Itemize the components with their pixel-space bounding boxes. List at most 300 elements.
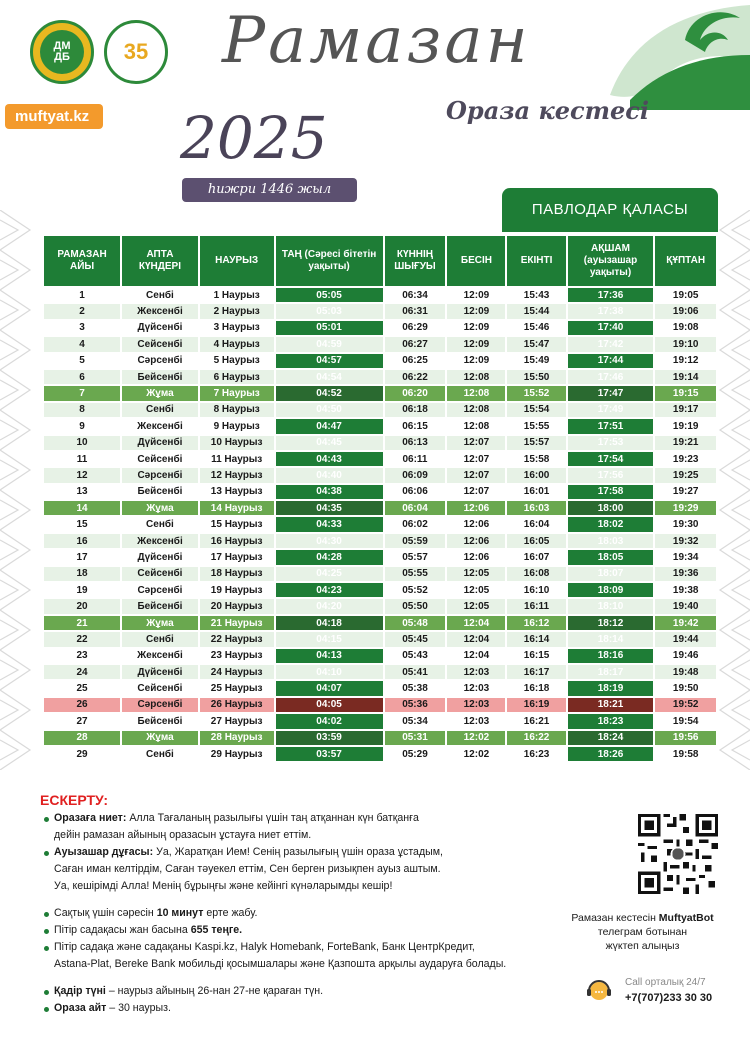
niyet-label: Оразаға ниет: xyxy=(54,812,127,824)
maghrib-cell: 18:07 xyxy=(568,567,654,581)
dhuhr-cell: 12:08 xyxy=(447,386,505,400)
weekday-cell: Бейсенбі xyxy=(122,370,198,384)
header-ramadan-day: РАМАЗАН АЙЫ xyxy=(44,236,120,286)
maghrib-cell: 18:00 xyxy=(568,501,654,515)
sunrise-cell: 05:57 xyxy=(385,550,446,564)
sunrise-cell: 05:52 xyxy=(385,583,446,597)
dua-note-cont xyxy=(42,861,562,878)
fajr-cell: 05:05 xyxy=(276,288,383,302)
table-row xyxy=(44,714,716,728)
city-label: ПАВЛОДАР ҚАЛАСЫ xyxy=(502,188,718,232)
maghrib-cell: 18:26 xyxy=(568,747,654,761)
page-subtitle: Ораза кестесі xyxy=(446,96,649,125)
weekday-cell: Сенбі xyxy=(122,517,198,531)
asr-cell: 16:23 xyxy=(507,747,565,761)
dhuhr-cell: 12:09 xyxy=(447,288,505,302)
date-cell: 8 Наурыз xyxy=(200,403,274,417)
date-cell: 27 Наурыз xyxy=(200,714,274,728)
sunrise-cell: 05:29 xyxy=(385,747,446,761)
maghrib-cell: 18:23 xyxy=(568,714,654,728)
dua-note-cont2 xyxy=(42,878,562,895)
sunrise-cell: 06:34 xyxy=(385,288,446,302)
table-row xyxy=(44,599,716,613)
table-row xyxy=(44,517,716,531)
weekday-cell: Сейсенбі xyxy=(122,681,198,695)
weekday-cell: Бейсенбі xyxy=(122,485,198,499)
maghrib-cell: 18:14 xyxy=(568,632,654,646)
maghrib-cell: 18:03 xyxy=(568,534,654,548)
day-cell: 2 xyxy=(44,304,120,318)
asr-cell: 16:03 xyxy=(507,501,565,515)
isha-cell: 19:05 xyxy=(655,288,716,302)
date-cell: 5 Наурыз xyxy=(200,354,274,368)
day-cell: 9 xyxy=(44,419,120,433)
table-row xyxy=(44,304,716,318)
isha-cell: 19:27 xyxy=(655,485,716,499)
weekday-cell: Жексенбі xyxy=(122,534,198,548)
sunrise-cell: 05:50 xyxy=(385,599,446,613)
maghrib-cell: 17:58 xyxy=(568,485,654,499)
anniversary-logo-text: 35 xyxy=(123,39,149,64)
sunrise-cell: 06:02 xyxy=(385,517,446,531)
sunrise-cell: 05:34 xyxy=(385,714,446,728)
table-row xyxy=(44,288,716,302)
site-badge[interactable]: muftyat.kz xyxy=(5,104,103,129)
dhuhr-cell: 12:08 xyxy=(447,370,505,384)
weekday-cell: Сәрсенбі xyxy=(122,468,198,482)
asr-cell: 16:10 xyxy=(507,583,565,597)
maghrib-cell: 17:40 xyxy=(568,321,654,335)
day-cell: 24 xyxy=(44,665,120,679)
fajr-cell: 04:23 xyxy=(276,583,383,597)
weekday-cell: Сәрсенбі xyxy=(122,354,198,368)
maghrib-cell: 17:46 xyxy=(568,370,654,384)
isha-cell: 19:25 xyxy=(655,468,716,482)
isha-cell: 19:42 xyxy=(655,616,716,630)
sunrise-cell: 05:59 xyxy=(385,534,446,548)
sunrise-cell: 06:20 xyxy=(385,386,446,400)
maghrib-cell: 17:36 xyxy=(568,288,654,302)
sahur-pre: Сақтық үшін сәресін xyxy=(54,907,157,919)
weekday-cell: Жексенбі xyxy=(122,649,198,663)
header-fajr: ТАҢ (Сәресі бітетін уақыты) xyxy=(276,236,383,286)
isha-cell: 19:46 xyxy=(655,649,716,663)
weekday-cell: Жұма xyxy=(122,501,198,515)
table-row xyxy=(44,567,716,581)
fitr-pre: Пітір садақасы жан басына xyxy=(54,924,191,936)
day-cell: 25 xyxy=(44,681,120,695)
date-cell: 19 Наурыз xyxy=(200,583,274,597)
sunrise-cell: 06:06 xyxy=(385,485,446,499)
bot-line1-pre: Рамазан кестесін xyxy=(571,912,659,924)
table-row xyxy=(44,403,716,417)
dhuhr-cell: 12:07 xyxy=(447,485,505,499)
isha-cell: 19:10 xyxy=(655,337,716,351)
asr-cell: 16:15 xyxy=(507,649,565,663)
niyet-text-2: дейін рамазан айының оразасын ұстауға ниет еттім. xyxy=(54,829,312,841)
day-cell: 14 xyxy=(44,501,120,515)
date-cell: 12 Наурыз xyxy=(200,468,274,482)
dhuhr-cell: 12:03 xyxy=(447,665,505,679)
fajr-cell: 04:30 xyxy=(276,534,383,548)
dmdb-logo xyxy=(30,20,94,84)
day-cell: 15 xyxy=(44,517,120,531)
leaf-ornament-icon xyxy=(590,0,750,110)
fajr-cell: 04:57 xyxy=(276,354,383,368)
weekday-cell: Сейсенбі xyxy=(122,567,198,581)
table-row xyxy=(44,632,716,646)
call-center-label: Call орталық 24/7 xyxy=(625,977,706,988)
dua-text-3: Уа, кешірімді Алла! Менің бұрыңғы және кейінгі күнәларымды кешір! xyxy=(54,880,393,892)
weekday-cell: Бейсенбі xyxy=(122,599,198,613)
table-row xyxy=(44,550,716,564)
weekday-cell: Бейсенбі xyxy=(122,714,198,728)
table-row xyxy=(44,370,716,384)
fajr-cell: 04:52 xyxy=(276,386,383,400)
date-cell: 13 Наурыз xyxy=(200,485,274,499)
table-row xyxy=(44,747,716,761)
fajr-cell: 04:28 xyxy=(276,550,383,564)
asr-cell: 16:18 xyxy=(507,681,565,695)
table-row xyxy=(44,665,716,679)
date-cell: 4 Наурыз xyxy=(200,337,274,351)
isha-cell: 19:56 xyxy=(655,731,716,745)
header-isha: ҚҰПТАН xyxy=(655,236,716,286)
dhuhr-cell: 12:03 xyxy=(447,681,505,695)
asr-cell: 16:04 xyxy=(507,517,565,531)
sunrise-cell: 05:55 xyxy=(385,567,446,581)
dhuhr-cell: 12:04 xyxy=(447,649,505,663)
date-cell: 1 Наурыз xyxy=(200,288,274,302)
sunrise-cell: 06:22 xyxy=(385,370,446,384)
asr-cell: 16:08 xyxy=(507,567,565,581)
dhuhr-cell: 12:07 xyxy=(447,468,505,482)
fajr-cell: 04:43 xyxy=(276,452,383,466)
fajr-cell: 04:18 xyxy=(276,616,383,630)
schedule-body xyxy=(44,288,716,761)
header-asr: ЕКІНТІ xyxy=(507,236,565,286)
maghrib-cell: 17:51 xyxy=(568,419,654,433)
table-row xyxy=(44,419,716,433)
asr-cell: 15:50 xyxy=(507,370,565,384)
fajr-cell: 03:59 xyxy=(276,731,383,745)
date-cell: 14 Наурыз xyxy=(200,501,274,515)
sunrise-cell: 05:31 xyxy=(385,731,446,745)
table-row xyxy=(44,501,716,515)
schedule-table xyxy=(42,234,718,763)
table-row xyxy=(44,436,716,450)
asr-cell: 15:49 xyxy=(507,354,565,368)
sunrise-cell: 06:09 xyxy=(385,468,446,482)
fitr-bold: 655 теңге. xyxy=(190,924,243,936)
fajr-cell: 03:57 xyxy=(276,747,383,761)
weekday-cell: Дүйсенбі xyxy=(122,550,198,564)
sunrise-cell: 05:38 xyxy=(385,681,446,695)
qadr-note xyxy=(42,983,562,1000)
fajr-cell: 04:40 xyxy=(276,468,383,482)
isha-cell: 19:19 xyxy=(655,419,716,433)
dhuhr-cell: 12:06 xyxy=(447,501,505,515)
table-row xyxy=(44,321,716,335)
sunrise-cell: 05:48 xyxy=(385,616,446,630)
sunrise-cell: 06:18 xyxy=(385,403,446,417)
date-cell: 10 Наурыз xyxy=(200,436,274,450)
call-center-phone[interactable]: +7(707)233 30 30 xyxy=(625,992,713,1004)
table-row xyxy=(44,468,716,482)
payment-note xyxy=(42,939,562,956)
day-cell: 22 xyxy=(44,632,120,646)
isha-cell: 19:34 xyxy=(655,550,716,564)
weekday-cell: Сейсенбі xyxy=(122,452,198,466)
fajr-cell: 04:47 xyxy=(276,419,383,433)
dhuhr-cell: 12:09 xyxy=(447,321,505,335)
dua-note xyxy=(42,844,562,861)
weekday-cell: Дүйсенбі xyxy=(122,436,198,450)
weekday-cell: Дүйсенбі xyxy=(122,321,198,335)
ait-label: Ораза айт xyxy=(54,1002,107,1014)
dhuhr-cell: 12:09 xyxy=(447,354,505,368)
date-cell: 16 Наурыз xyxy=(200,534,274,548)
day-cell: 8 xyxy=(44,403,120,417)
fajr-cell: 05:03 xyxy=(276,304,383,318)
asr-cell: 15:55 xyxy=(507,419,565,433)
weekday-cell: Жұма xyxy=(122,386,198,400)
payment-note-cont xyxy=(42,956,562,973)
maghrib-cell: 17:44 xyxy=(568,354,654,368)
sahur-note xyxy=(42,905,562,922)
fajr-cell: 04:54 xyxy=(276,370,383,384)
table-row xyxy=(44,681,716,695)
maghrib-cell: 18:19 xyxy=(568,681,654,695)
day-cell: 4 xyxy=(44,337,120,351)
notes-list xyxy=(42,810,562,1017)
weekday-cell: Сәрсенбі xyxy=(122,698,198,712)
bot-name[interactable]: MuftyatBot xyxy=(658,912,714,924)
dhuhr-cell: 12:02 xyxy=(447,747,505,761)
sahur-bold: 10 минут xyxy=(156,907,204,919)
asr-cell: 15:52 xyxy=(507,386,565,400)
day-cell: 17 xyxy=(44,550,120,564)
day-cell: 19 xyxy=(44,583,120,597)
fajr-cell: 04:13 xyxy=(276,649,383,663)
date-cell: 3 Наурыз xyxy=(200,321,274,335)
weekday-cell: Жексенбі xyxy=(122,419,198,433)
weekday-cell: Жұма xyxy=(122,731,198,745)
asr-cell: 16:07 xyxy=(507,550,565,564)
ait-note xyxy=(42,1000,562,1017)
day-cell: 27 xyxy=(44,714,120,728)
anniversary-35-logo xyxy=(104,20,168,84)
year-label: 2025 xyxy=(180,104,328,172)
isha-cell: 19:15 xyxy=(655,386,716,400)
fajr-cell: 04:59 xyxy=(276,337,383,351)
dhuhr-cell: 12:04 xyxy=(447,632,505,646)
weekday-cell: Сенбі xyxy=(122,747,198,761)
maghrib-cell: 18:12 xyxy=(568,616,654,630)
asr-cell: 16:00 xyxy=(507,468,565,482)
day-cell: 21 xyxy=(44,616,120,630)
isha-cell: 19:12 xyxy=(655,354,716,368)
isha-cell: 19:32 xyxy=(655,534,716,548)
date-cell: 9 Наурыз xyxy=(200,419,274,433)
isha-cell: 19:48 xyxy=(655,665,716,679)
date-cell: 6 Наурыз xyxy=(200,370,274,384)
page-title: Рамазан xyxy=(222,4,531,78)
asr-cell: 16:05 xyxy=(507,534,565,548)
sunrise-cell: 06:27 xyxy=(385,337,446,351)
maghrib-cell: 18:21 xyxy=(568,698,654,712)
sunrise-cell: 06:25 xyxy=(385,354,446,368)
day-cell: 12 xyxy=(44,468,120,482)
sunrise-cell: 06:11 xyxy=(385,452,446,466)
table-row xyxy=(44,698,716,712)
date-cell: 2 Наурыз xyxy=(200,304,274,318)
table-row xyxy=(44,731,716,745)
maghrib-cell: 18:16 xyxy=(568,649,654,663)
fajr-cell: 04:38 xyxy=(276,485,383,499)
bot-line2: телеграм ботынан xyxy=(597,926,688,938)
header-date: НАУРЫЗ xyxy=(200,236,274,286)
isha-cell: 19:36 xyxy=(655,567,716,581)
dmdb-logo-text: ДМ ДБ xyxy=(40,30,84,74)
isha-cell: 19:06 xyxy=(655,304,716,318)
weekday-cell: Сәрсенбі xyxy=(122,583,198,597)
asr-cell: 16:14 xyxy=(507,632,565,646)
day-cell: 7 xyxy=(44,386,120,400)
table-row xyxy=(44,354,716,368)
table-row xyxy=(44,452,716,466)
asr-cell: 16:22 xyxy=(507,731,565,745)
table-row xyxy=(44,386,716,400)
maghrib-cell: 18:17 xyxy=(568,665,654,679)
sunrise-cell: 05:45 xyxy=(385,632,446,646)
sunrise-cell: 05:36 xyxy=(385,698,446,712)
weekday-cell: Сенбі xyxy=(122,632,198,646)
fajr-cell: 04:10 xyxy=(276,665,383,679)
date-cell: 20 Наурыз xyxy=(200,599,274,613)
isha-cell: 19:23 xyxy=(655,452,716,466)
fajr-cell: 04:07 xyxy=(276,681,383,695)
sunrise-cell: 06:31 xyxy=(385,304,446,318)
payment-text: Пітір садақа және садақаны Kaspi.kz, Halyk Homebank, ForteBank, Банк ЦентрКредит, xyxy=(54,941,475,953)
schedule-header-row xyxy=(44,236,716,286)
dhuhr-cell: 12:06 xyxy=(447,550,505,564)
weekday-cell: Сенбі xyxy=(122,288,198,302)
qr-code-icon[interactable] xyxy=(638,814,718,894)
fajr-cell: 04:33 xyxy=(276,517,383,531)
headset-icon xyxy=(584,975,614,1005)
fitr-note xyxy=(42,922,562,939)
maghrib-cell: 18:05 xyxy=(568,550,654,564)
dua-text-2: Саған иман келтірдім, Саған тәуекел еттім, Сен берген ризықпен ауыз аштым. xyxy=(54,863,441,875)
table-row xyxy=(44,616,716,630)
isha-cell: 19:40 xyxy=(655,599,716,613)
maghrib-cell: 18:24 xyxy=(568,731,654,745)
isha-cell: 19:54 xyxy=(655,714,716,728)
date-cell: 28 Наурыз xyxy=(200,731,274,745)
fajr-cell: 04:02 xyxy=(276,714,383,728)
asr-cell: 16:17 xyxy=(507,665,565,679)
date-cell: 29 Наурыз xyxy=(200,747,274,761)
table-row xyxy=(44,649,716,663)
dhuhr-cell: 12:09 xyxy=(447,337,505,351)
table-row xyxy=(44,534,716,548)
niyet-note xyxy=(42,810,562,827)
fajr-cell: 05:01 xyxy=(276,321,383,335)
dhuhr-cell: 12:07 xyxy=(447,452,505,466)
weekday-cell: Дүйсенбі xyxy=(122,665,198,679)
dhuhr-cell: 12:06 xyxy=(447,534,505,548)
date-cell: 22 Наурыз xyxy=(200,632,274,646)
day-cell: 29 xyxy=(44,747,120,761)
isha-cell: 19:29 xyxy=(655,501,716,515)
fajr-cell: 04:05 xyxy=(276,698,383,712)
asr-cell: 16:21 xyxy=(507,714,565,728)
weekday-cell: Жұма xyxy=(122,616,198,630)
maghrib-cell: 17:56 xyxy=(568,468,654,482)
maghrib-cell: 17:38 xyxy=(568,304,654,318)
date-cell: 25 Наурыз xyxy=(200,681,274,695)
payment-text-2: Astana-Plat, Bereke Bank мобильді қосымшалары және Қазпошта арқылы аударуға болады. xyxy=(54,958,507,970)
bot-line3: жүктеп алыңыз xyxy=(605,940,680,952)
logo-group xyxy=(30,20,168,84)
day-cell: 5 xyxy=(44,354,120,368)
isha-cell: 19:21 xyxy=(655,436,716,450)
isha-cell: 19:17 xyxy=(655,403,716,417)
date-cell: 7 Наурыз xyxy=(200,386,274,400)
day-cell: 26 xyxy=(44,698,120,712)
dhuhr-cell: 12:04 xyxy=(447,616,505,630)
date-cell: 24 Наурыз xyxy=(200,665,274,679)
header-weekday: АПТА КҮНДЕРІ xyxy=(122,236,198,286)
maghrib-cell: 17:42 xyxy=(568,337,654,351)
isha-cell: 19:14 xyxy=(655,370,716,384)
niyet-note-cont xyxy=(42,827,562,844)
date-cell: 18 Наурыз xyxy=(200,567,274,581)
maghrib-cell: 18:09 xyxy=(568,583,654,597)
weekday-cell: Сейсенбі xyxy=(122,337,198,351)
dhuhr-cell: 12:08 xyxy=(447,419,505,433)
day-cell: 13 xyxy=(44,485,120,499)
notes-title: ЕСКЕРТУ: xyxy=(40,792,109,808)
asr-cell: 16:19 xyxy=(507,698,565,712)
sunrise-cell: 06:15 xyxy=(385,419,446,433)
day-cell: 1 xyxy=(44,288,120,302)
fajr-cell: 04:15 xyxy=(276,632,383,646)
day-cell: 11 xyxy=(44,452,120,466)
left-ornament xyxy=(0,210,38,770)
asr-cell: 16:11 xyxy=(507,599,565,613)
sahur-post: ерте жабу. xyxy=(203,907,258,919)
asr-cell: 15:57 xyxy=(507,436,565,450)
qadr-label: Қадір түні xyxy=(54,985,106,997)
fajr-cell: 04:35 xyxy=(276,501,383,515)
table-row xyxy=(44,337,716,351)
asr-cell: 16:12 xyxy=(507,616,565,630)
dhuhr-cell: 12:07 xyxy=(447,436,505,450)
date-cell: 21 Наурыз xyxy=(200,616,274,630)
fajr-cell: 04:50 xyxy=(276,403,383,417)
date-cell: 23 Наурыз xyxy=(200,649,274,663)
day-cell: 20 xyxy=(44,599,120,613)
sunrise-cell: 06:29 xyxy=(385,321,446,335)
isha-cell: 19:50 xyxy=(655,681,716,695)
asr-cell: 15:43 xyxy=(507,288,565,302)
weekday-cell: Сенбі xyxy=(122,403,198,417)
dhuhr-cell: 12:09 xyxy=(447,304,505,318)
dua-text: Уа, Жаратқан Ием! Сенің разылығың үшін ораза ұстадым, xyxy=(156,846,443,858)
day-cell: 28 xyxy=(44,731,120,745)
